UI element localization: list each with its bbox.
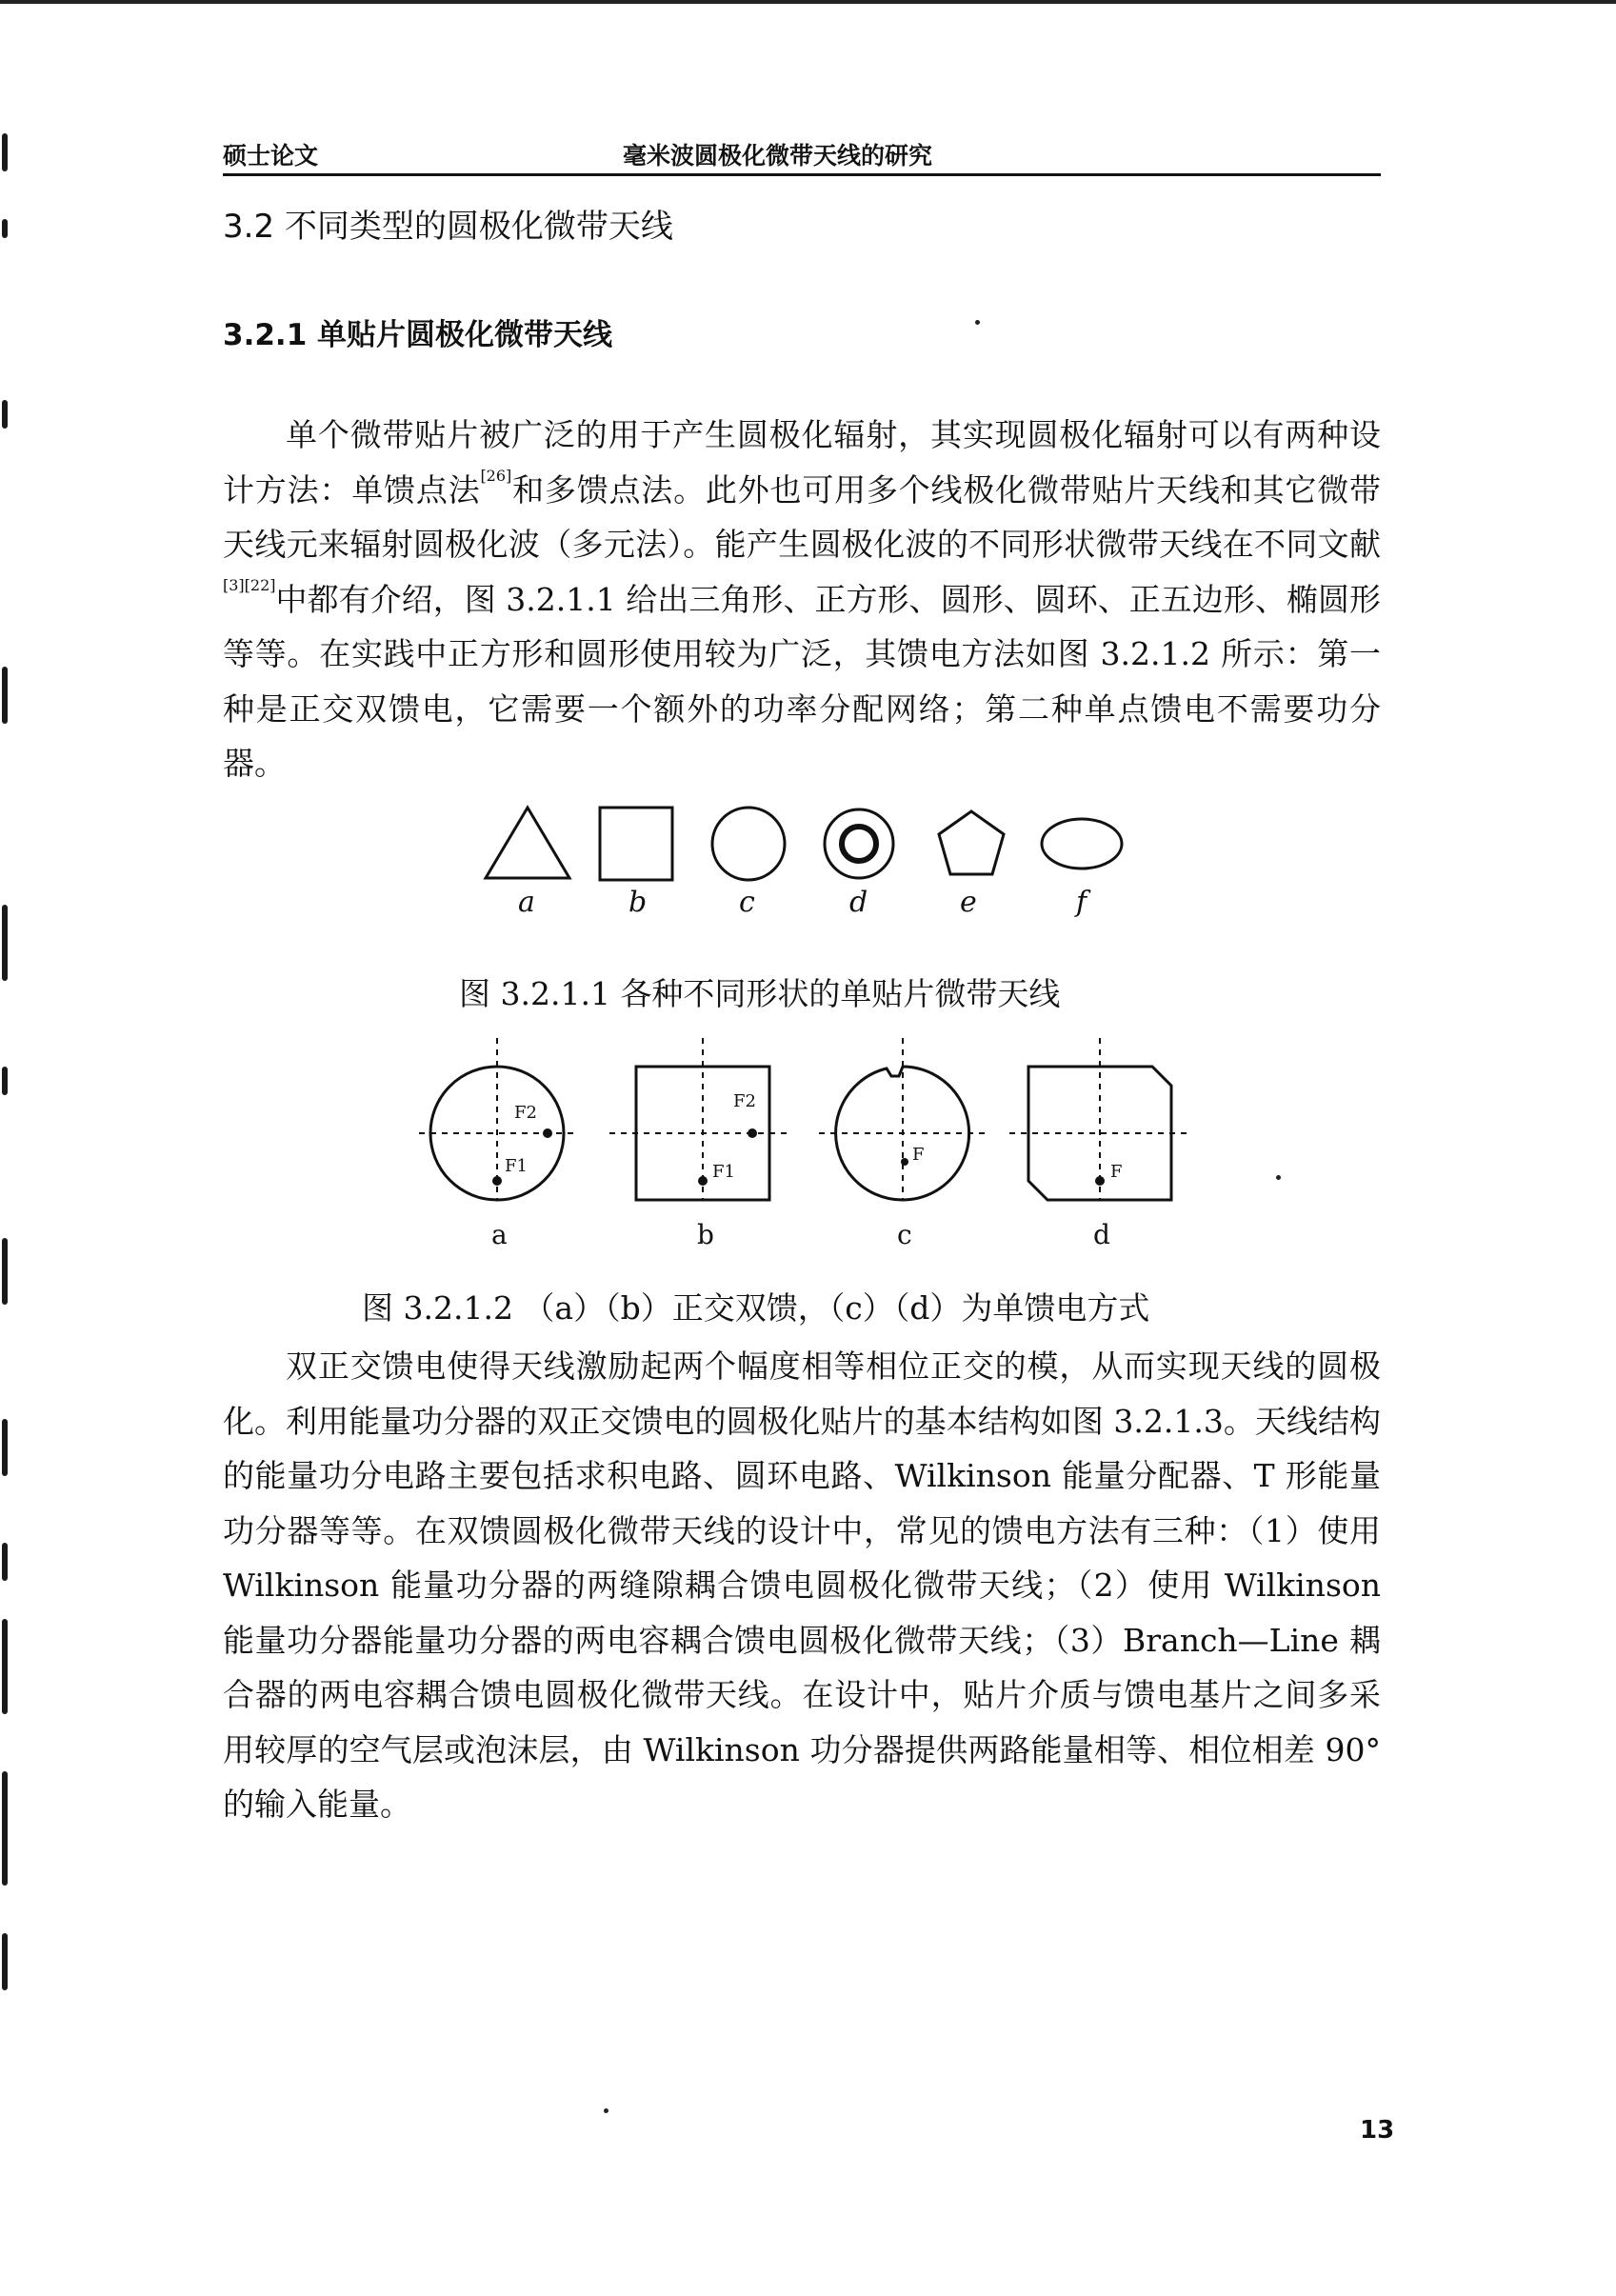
shape-label-b: b (628, 886, 648, 919)
feed-label-f-d: F (1110, 1162, 1123, 1182)
circle-patch (712, 808, 785, 880)
header-thesis-title: 毫米波圆极化微带天线的研究 (623, 142, 933, 170)
citation-26: [26] (480, 466, 512, 485)
feed-label-f1-b: F1 (712, 1162, 735, 1182)
scan-speck (604, 2108, 608, 2113)
paragraph-1-part-3: 中都有介绍，图 3.2.1.1 给出三角形、正方形、圆形、圆环、正五边形、椭圆形等等。在实践中正方形和圆形使用较为广泛，其馈电方法如图 3.2.1.2 所示：第一种是正交双馈电，它需要一个额外的功率分配网络；第二种单点馈电不需要功分器。 (223, 580, 1381, 782)
shape-label-c: c (739, 886, 755, 919)
feed-label-d: d (1093, 1219, 1110, 1250)
section-title: 3.2 不同类型的圆极化微带天线 (223, 208, 673, 246)
ring-patch-outer (825, 809, 893, 878)
figure-patch-shapes (476, 798, 1143, 922)
paragraph-1 (223, 408, 1381, 791)
header-thesis-type: 硕士论文 (223, 142, 319, 170)
shape-label-a: a (518, 886, 535, 919)
figure-2-caption: 图 3.2.1.2 （a）（b）正交双馈，（c）（d）为单馈电方式 (362, 1289, 1150, 1327)
feed-label-c: c (897, 1219, 912, 1250)
ring-patch-inner (842, 827, 876, 861)
subsection-title: 3.2.1 单贴片圆极化微带天线 (223, 318, 613, 352)
scan-speck (975, 320, 980, 325)
figure-1-caption: 图 3.2.1.1 各种不同形状的单贴片微带天线 (459, 975, 1061, 1012)
paragraph-1-part-2: 和多馈点法。此外也可用多个线极化微带贴片天线和其它微带天线元来辐射圆极化波（多元法）。能产生圆极化波的不同形状微带天线在不同文献 (223, 470, 1382, 563)
shape-label-d: d (849, 886, 868, 919)
feed-label-f-c: F (912, 1145, 925, 1165)
feed-methods-diagram (419, 1038, 1200, 1209)
running-header (223, 133, 1381, 176)
scan-top-edge (0, 0, 1616, 4)
paragraph-1-part-1: 单个微带贴片被广泛的用于产生圆极化辐射，其实现圆极化辐射可以有两种设计方法：单馈点法 (223, 416, 1381, 509)
feed-label-b: b (697, 1219, 714, 1250)
patch-shapes-diagram (476, 798, 1143, 884)
paragraph-2: 双正交馈电使得天线激励起两个幅度相等相位正交的模，从而实现天线的圆极化。利用能量功分器的双正交馈电的圆极化贴片的基本结构如图 3.2.1.3。天线结构的能量功分电路主要包括求积电路、圆环电路、Wilkinson 能量分配器、T 形能量功分器等等。在双馈圆极化微带天线的设计中，常见的馈电方法有三种：（1）使用 Wilkinson 能量功分器的两缝隙耦合馈电圆极化微带天线；（2）使用 Wilkinson 能量功分器能量功分器的两电容耦合馈电圆极化微带天线；（3）Branch—Line 耦合器的两电容耦合馈电圆极化微带天线。在设计中，贴片介质与馈电基片之间多采用较厚的空气层或泡沫层，由 Wilkinson 功分器提供两路能量相等、相位相差 90° 的输入能量。 (223, 1348, 1381, 1823)
shape-label-f: f (1076, 886, 1087, 919)
scan-left-edge (0, 0, 13, 2296)
triangle-patch (486, 808, 569, 878)
scan-speck (1276, 1175, 1281, 1180)
pentagon-patch (939, 811, 1004, 874)
feed-label-a: a (491, 1219, 508, 1250)
ellipse-patch (1042, 819, 1122, 868)
square-patch (600, 808, 672, 880)
feed-label-f2-a: F2 (514, 1103, 537, 1123)
figure-feed-methods (419, 1038, 1200, 1248)
shape-label-e: e (960, 886, 977, 919)
citation-3-22: [3][22] (223, 575, 276, 594)
feed-label-f1-a: F1 (505, 1156, 528, 1176)
feed-label-f2-b: F2 (733, 1091, 756, 1111)
page-number: 13 (1360, 2116, 1395, 2145)
